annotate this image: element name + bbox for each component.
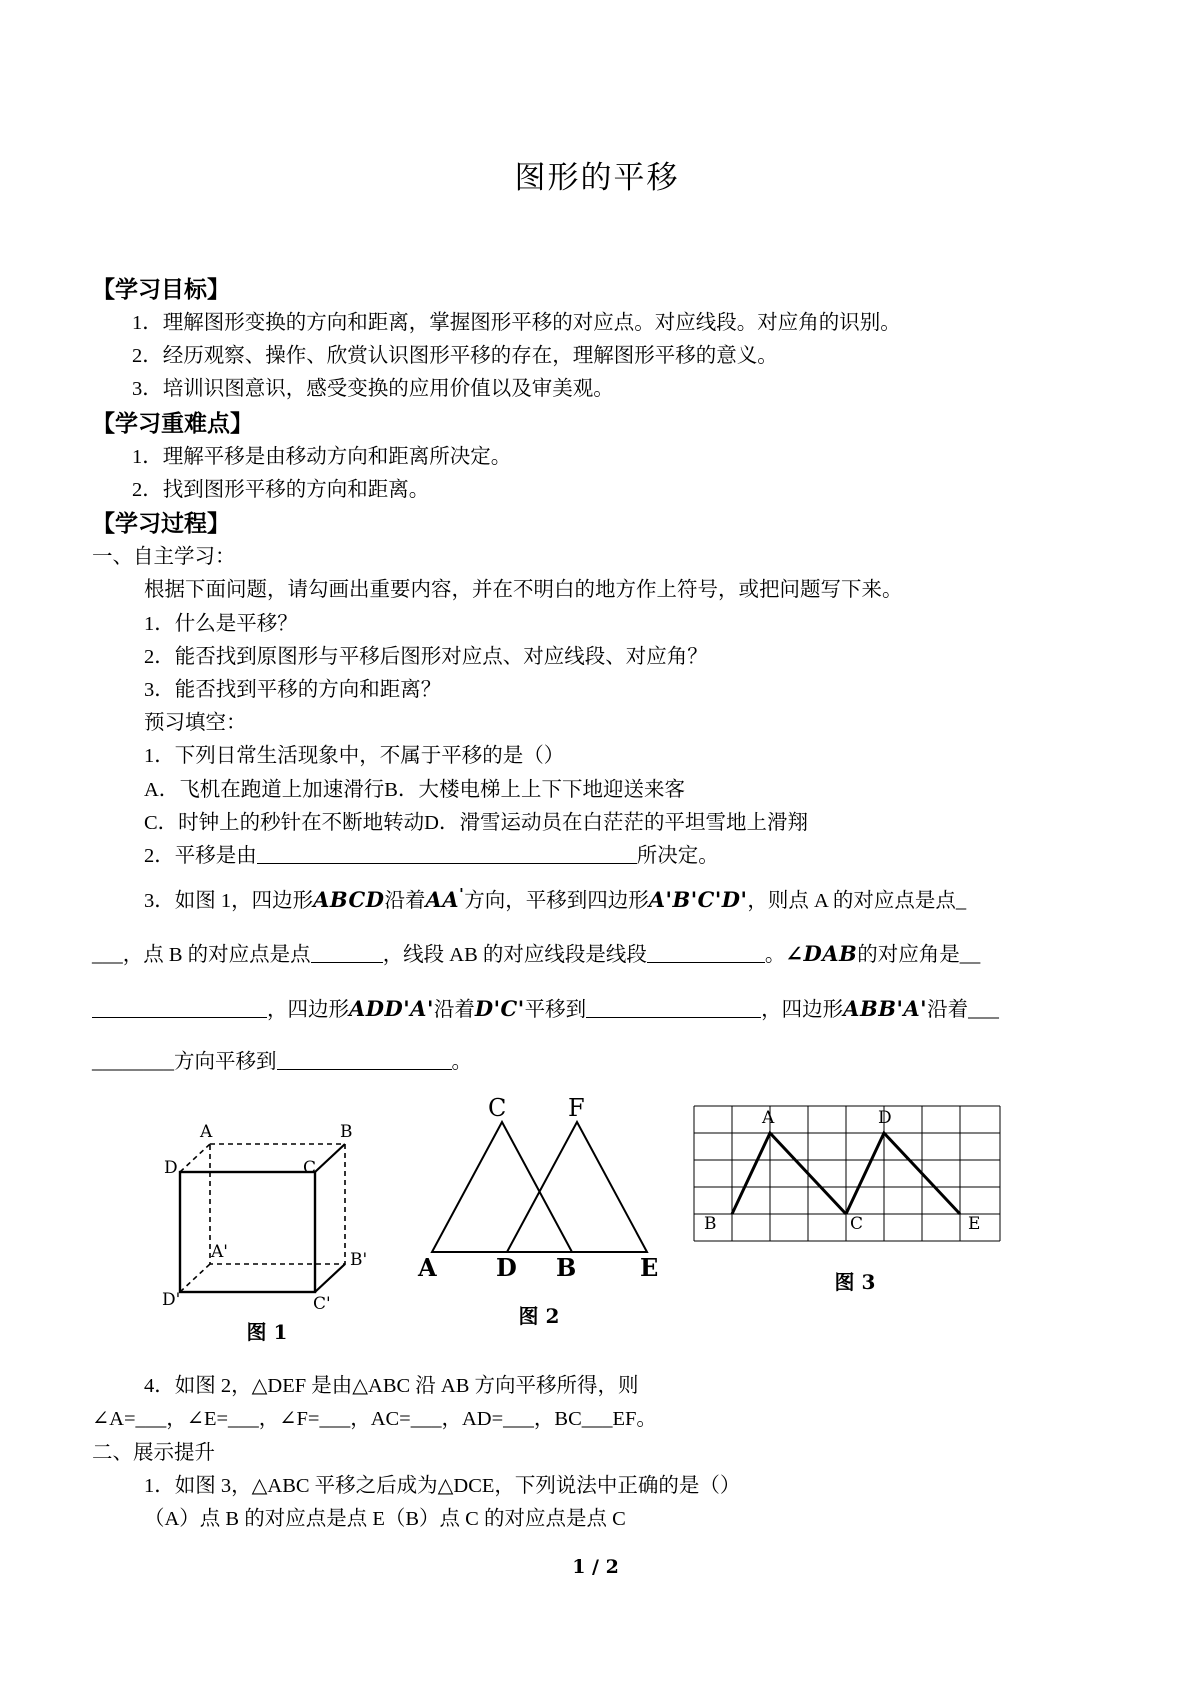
q3-text: 平移到 — [524, 998, 587, 1021]
figures-row — [92, 1096, 1102, 1364]
blank-field[interactable] — [257, 844, 637, 864]
section-heading-objectives: 【学习目标】 — [92, 276, 230, 303]
figure-1-label-C: C — [303, 1158, 317, 1179]
quad-abcd-label: ABCD — [313, 887, 385, 913]
self-study-question: 2．能否找到原图形与平移后图形对应点、对应线段、对应角？ — [144, 645, 708, 668]
figure-2-caption: 图 2 — [518, 1304, 560, 1329]
figure-3-label-B: B — [704, 1214, 717, 1235]
blank-field[interactable] — [586, 997, 761, 1017]
blank-field[interactable] — [277, 1050, 452, 1070]
keypoint-item: 2．找到图形平移的方向和距离。 — [132, 478, 430, 501]
q3-text: 。 — [764, 944, 786, 967]
figure-3 — [692, 1104, 1012, 1295]
q3-text: 的 — [857, 944, 878, 967]
preview-heading: 预习填空： — [144, 712, 247, 735]
document-content — [92, 0, 1102, 1536]
vector-aa-label: AA' — [425, 885, 465, 913]
blank-field[interactable] — [92, 997, 267, 1017]
figure-2-label-A: A — [418, 1253, 437, 1283]
figure-1-label-C-prime: C' — [313, 1294, 331, 1315]
figure-3-label-C: C — [850, 1214, 864, 1235]
figure-2-label-E: E — [640, 1253, 659, 1283]
q3-text: 。 — [451, 1050, 472, 1073]
preview-q3-line1 — [92, 873, 1102, 927]
part2-question-1-options: （A）点 B 的对应点是点 E（B）点 C 的对应点是点 C — [144, 1508, 626, 1531]
preview-q4-line1: 4．如图 2，△DEF 是由△ABC 沿 AB 方向平移所得，则 — [144, 1375, 639, 1398]
figure-1-label-B-prime: B' — [350, 1250, 368, 1271]
q3-text: 方向，平移到四边形 — [464, 890, 649, 913]
figure-3-label-D: D — [878, 1108, 892, 1129]
q3-text: 沿着___ — [927, 998, 999, 1021]
q2-prefix: 2．平移是由 — [144, 844, 257, 867]
preview-q1-options-ab: A．飞机在跑道上加速滑行B．大楼电梯上上下下地迎送来客 — [144, 778, 685, 801]
figure-1-label-A: A — [200, 1122, 213, 1143]
part2-question-1: 1．如图 3，△ABC 平移之后成为△DCE，下列说法中正确的是（） — [144, 1474, 741, 1497]
keypoint-item: 1．理解平移是由移动方向和距离所决定。 — [132, 445, 512, 468]
figure-3-caption: 图 3 — [834, 1270, 876, 1295]
figure-2-label-D: D — [496, 1253, 517, 1283]
preview-q4-line2: ∠A=___，∠E=___，∠F=___，AC=___，AD=___，BC___EF。 — [92, 1408, 657, 1431]
q3-text: 沿着 — [384, 890, 426, 913]
title-spacer — [92, 197, 1102, 273]
figure-1-label-B: B — [340, 1122, 353, 1143]
quad-adda-label: ADD'A' — [349, 995, 434, 1021]
q3-text: 对应角是__ — [877, 944, 981, 967]
q3-text: 3．如图 1，四边形 — [144, 890, 314, 913]
q3-text: ___，点 B 的对应点是点 — [92, 944, 311, 967]
figure-3-grid — [692, 1104, 1002, 1244]
preview-q3-line4 — [92, 1036, 1102, 1088]
quad-abba-label: ABB'A' — [843, 995, 928, 1021]
self-study-question: 3．能否找到平移的方向和距离？ — [144, 678, 442, 701]
self-study-question: 1．什么是平移？ — [144, 612, 298, 635]
preview-q3-line3 — [92, 982, 1102, 1036]
quad-abcd-prime-label: A'B'C'D' — [648, 887, 748, 913]
self-study-intro: 根据下面问题，请勾画出重要内容，并在不明白的地方作上符号，或把问题写下来。 — [144, 579, 903, 602]
figure-1-label-D: D — [164, 1158, 178, 1179]
preview-q2 — [92, 840, 1102, 873]
q3-text: ，则点 A 的对应点是点_ — [747, 890, 967, 913]
figure-1-caption: 图 1 — [246, 1320, 288, 1345]
q3-text: ________方向平移到 — [92, 1050, 277, 1073]
blank-field[interactable] — [311, 943, 383, 963]
q2-suffix: 所决定。 — [636, 844, 719, 867]
preview-q3-line2 — [92, 927, 1102, 981]
figure-3-label-A: A — [762, 1108, 775, 1129]
q3-text: ，四边形 — [267, 998, 349, 1021]
objective-item: 1．理解图形变换的方向和距离，掌握图形平移的对应点。对应线段。对应角的识别。 — [132, 312, 901, 335]
objective-item: 2．经历观察、操作、欣赏认识图形平移的存在，理解图形平移的意义。 — [132, 345, 778, 368]
page-number: 1 / 2 — [572, 1556, 619, 1578]
figure-1 — [162, 1104, 460, 1345]
q3-text: ，线段 AB 的对应线段是线段 — [382, 944, 647, 967]
section-heading-process: 【学习过程】 — [92, 510, 230, 538]
segment-dc-label: D'C' — [474, 995, 525, 1021]
figure-2 — [418, 1094, 682, 1329]
section-heading-keypoints: 【学习重难点】 — [92, 409, 253, 437]
figure-1-label-D-prime: D' — [162, 1290, 181, 1311]
q3-text: ，四边形 — [761, 998, 844, 1021]
figure-2-label-C: C — [488, 1094, 507, 1123]
objective-item: 3．培训识图意识，感受变换的应用价值以及审美观。 — [132, 378, 614, 401]
subsection-heading-self-study: 一、自主学习： — [92, 546, 236, 569]
subsection-heading-show-improve: 二、展示提升 — [92, 1441, 215, 1464]
blank-field[interactable] — [647, 943, 765, 963]
figure-2-label-F: F — [568, 1094, 585, 1123]
preview-q1: 1．下列日常生活现象中，不属于平移的是（） — [144, 745, 565, 768]
q3-text: 沿着 — [433, 998, 475, 1021]
angle-dab-label: ∠DAB — [785, 941, 858, 967]
page-title: 图形的平移 — [514, 160, 680, 196]
figure-2-label-B: B — [556, 1253, 577, 1283]
figure-1-label-A-prime: A' — [211, 1242, 228, 1263]
preview-q1-options-cd: C．时钟上的秒针在不断地转动D．滑雪运动员在白茫茫的平坦雪地上滑翔 — [144, 811, 808, 834]
figure-3-label-E: E — [968, 1214, 981, 1235]
